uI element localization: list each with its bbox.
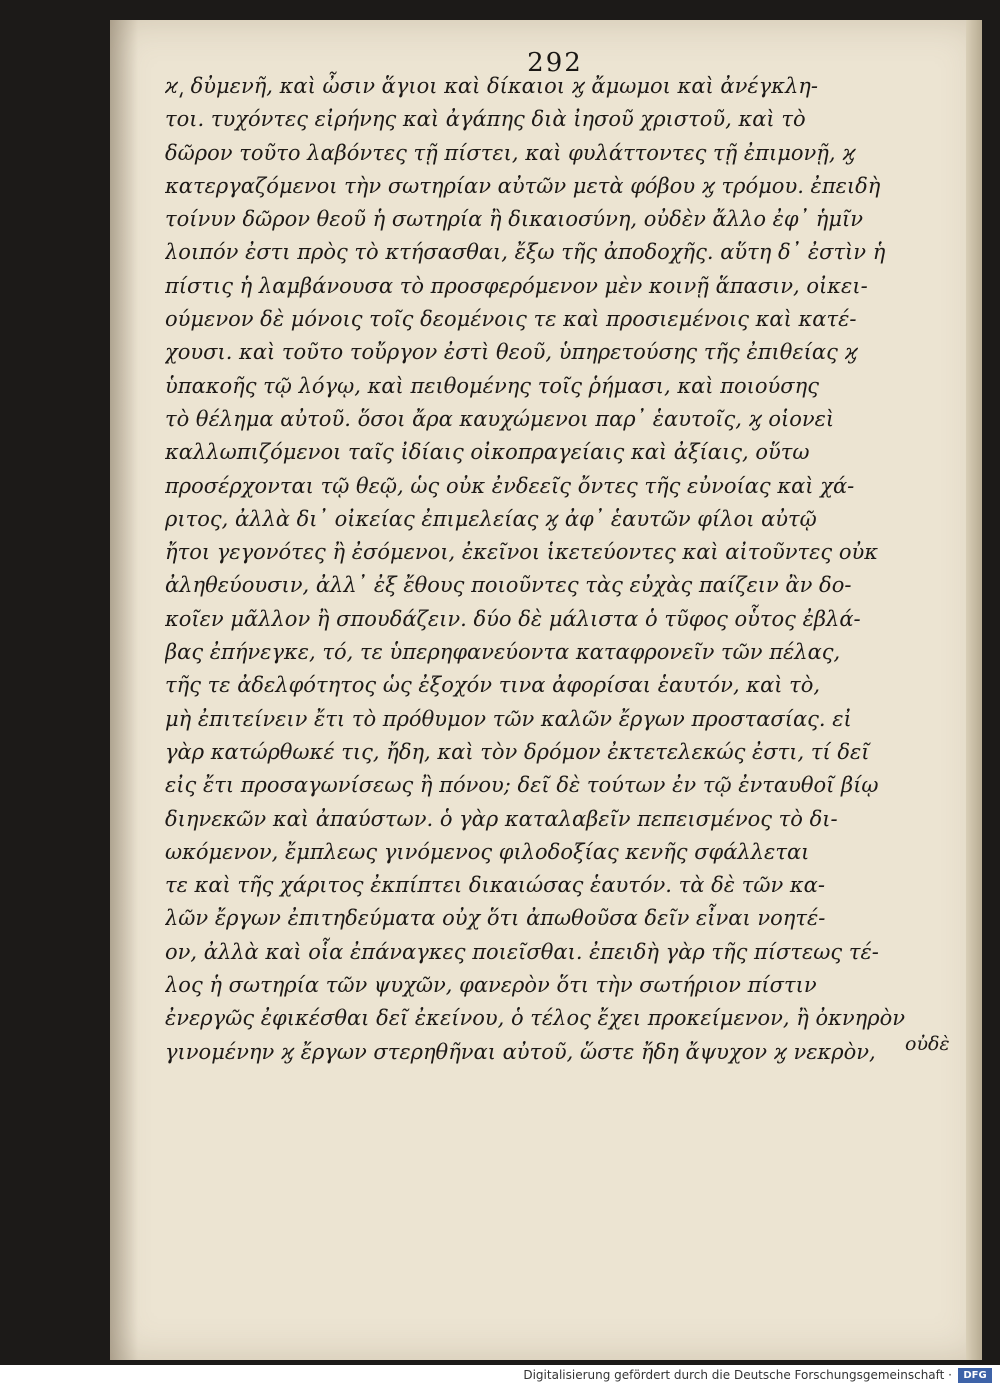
text-line: τοίνυν δῶρον θεοῦ ἡ σωτηρία ἢ δικαιοσύνη, οὐδὲν ἄλλο ἐφ᾽ ἡμῖν [165,207,864,232]
text-line: κοῖεν μᾶλλον ἢ σπουδάζειν. δύο δὲ μάλιστα ὁ τῦφος οὗτος ἐβλά- [165,606,861,631]
gutter-shadow [110,20,138,1360]
text-line: ἀληθεύουσιν, ἀλλ᾽ ἐξ ἔθους ποιοῦντες τὰς εὐχὰς παίζειν ἂν δο- [165,573,852,598]
text-line: προσέρχονται τῷ θεῷ, ὡς οὐκ ἐνδεεῖς ὄντες τῆς εὐνοίας καὶ χά- [165,473,855,498]
text-line: ἤτοι γεγονότες ἢ ἐσόμενοι, ἐκεῖνοι ἱκετεύοντες καὶ αἰτοῦντες οὐκ [165,540,879,565]
page-number: 292 [527,48,583,78]
text-line: τοι. τυχόντες εἰρήνης καὶ ἀγάπης διὰ ἰησοῦ χριστοῦ, καὶ τὸ [165,107,806,132]
text-line: χουσι. καὶ τοῦτο τοὔργον ἐστὶ θεοῦ, ὑπηρετούσης τῆς ἐπιθείας ϗ [165,340,858,365]
text-line: ὑπακοῆς τῷ λόγῳ, καὶ πειθομένης τοῖς ῥήμασι, καὶ ποιούσης [165,373,819,398]
text-line: κατεργαζόμενοι τὴν σωτηρίαν αὐτῶν μετὰ φόβου ϗ τρόμου. ἐπειδὴ [165,173,881,198]
dfg-logo: DFG [958,1368,992,1383]
text-line: ἐνεργῶς ἐφικέσθαι δεῖ ἐκείνου, ὁ τέλος ἔχει προκείμενον, ἢ ὀκνηρὸν [165,1006,906,1031]
footer-bar [0,1365,1000,1387]
text-line: τε καὶ τῆς χάριτος ἐκπίπτει δικαιώσας ἑαυτόν. τὰ δὲ τῶν κα- [165,873,825,898]
text-line: μὴ ἐπιτείνειν ἔτι τὸ πρόθυμον τῶν καλῶν ἔργων προστασίας. εἰ [165,706,852,731]
text-line: λῶν ἔργων ἐπιτηδεύματα οὐχ ὅτι ἀπωθοῦσα δεῖν εἶναι νοητέ- [165,906,826,931]
text-line: ριτος, ἀλλὰ δι᾽ οἰκείας ἐπιμελείας ϗ ἀφ᾽ ἑαυτῶν φίλοι αὐτῷ [165,506,817,531]
text-line: βας ἐπήνεγκε, τό, τε ὑπερηφανεύοντα καταφρονεῖν τῶν πέλας, [165,640,841,665]
text-line: τὸ θέλημα αὐτοῦ. ὅσοι ἄρα καυχώμενοι παρ᾽ ἑαυτοῖς, ϗ οἱονεὶ [165,406,835,431]
text-line: τῆς τε ἀδελφότητος ὡς ἐξοχόν τινα ἀφορίσαι ἑαυτόν, καὶ τὸ, [165,673,821,698]
text-line: λοιπόν ἐστι πρὸς τὸ κτήσασθαι, ἔξω τῆς ἀποδοχῆς. αὕτη δ᾽ ἐστὶν ἡ [165,240,886,265]
body-text [165,70,955,1069]
text-line: πίστις ἡ λαμβάνουσα τὸ προσφερόμενον μὲν κοινῇ ἅπασιν, οἰκει- [165,273,868,298]
text-line: ον, ἀλλὰ καὶ οἷα ἐπάναγκες ποιεῖσθαι. ἐπειδὴ γὰρ τῆς πίστεως τέ- [165,939,879,964]
page-edge [966,20,982,1360]
text-line: γινομένην ϗ ἔργων στερηθῆναι αὐτοῦ, ὥστε ἤδη ἄψυχον ϗ νεκρὸν, [165,1039,876,1064]
text-line: ωκόμενον, ἔμπλεως γινόμενος φιλοδοξίας κενῆς σφάλλεται [165,839,810,864]
text-line: δῶρον τοῦτο λαβόντες τῇ πίστει, καὶ φυλάττοντες τῇ ἐπιμονῇ, ϗ [165,140,856,165]
text-line: ϰ͵ δὐμενῆ, καὶ ὦσιν ἅγιοι καὶ δίκαιοι ϗ ἄμωμοι καὶ ἀνέγκλη- [165,74,818,98]
text-line: γὰρ κατώρθωκέ τις, ἤδη, καὶ τὸν δρόμον ἐκτετελεκώς ἐστι, τί δεῖ [165,739,870,764]
catchword: οὐδὲ [905,1033,950,1055]
text-line: λος ἡ σωτηρία τῶν ψυχῶν, φανερὸν ὅτι τὴν σωτήριον πίστιν [165,973,817,998]
funding-notice: Digitalisierung gefördert durch die Deutsche Forschungsgemeinschaft · [523,1368,952,1382]
text-line: ούμενον δὲ μόνοις τοῖς δεομένοις τε καὶ προσιεμένοις καὶ κατέ- [165,307,857,332]
text-line: καλλωπιζόμενοι ταῖς ἰδίαις οἰκοπραγείαις καὶ ἀξίαις, οὕτω [165,440,810,465]
text-line: εἰς ἔτι προσαγωνίσεως ἢ πόνου; δεῖ δὲ τούτων ἐν τῷ ἐνταυθοῖ βίῳ [165,773,879,798]
text-line: διηνεκῶν καὶ ἀπαύστων. ὁ γὰρ καταλαβεῖν πεπεισμένος τὸ δι- [165,806,838,831]
